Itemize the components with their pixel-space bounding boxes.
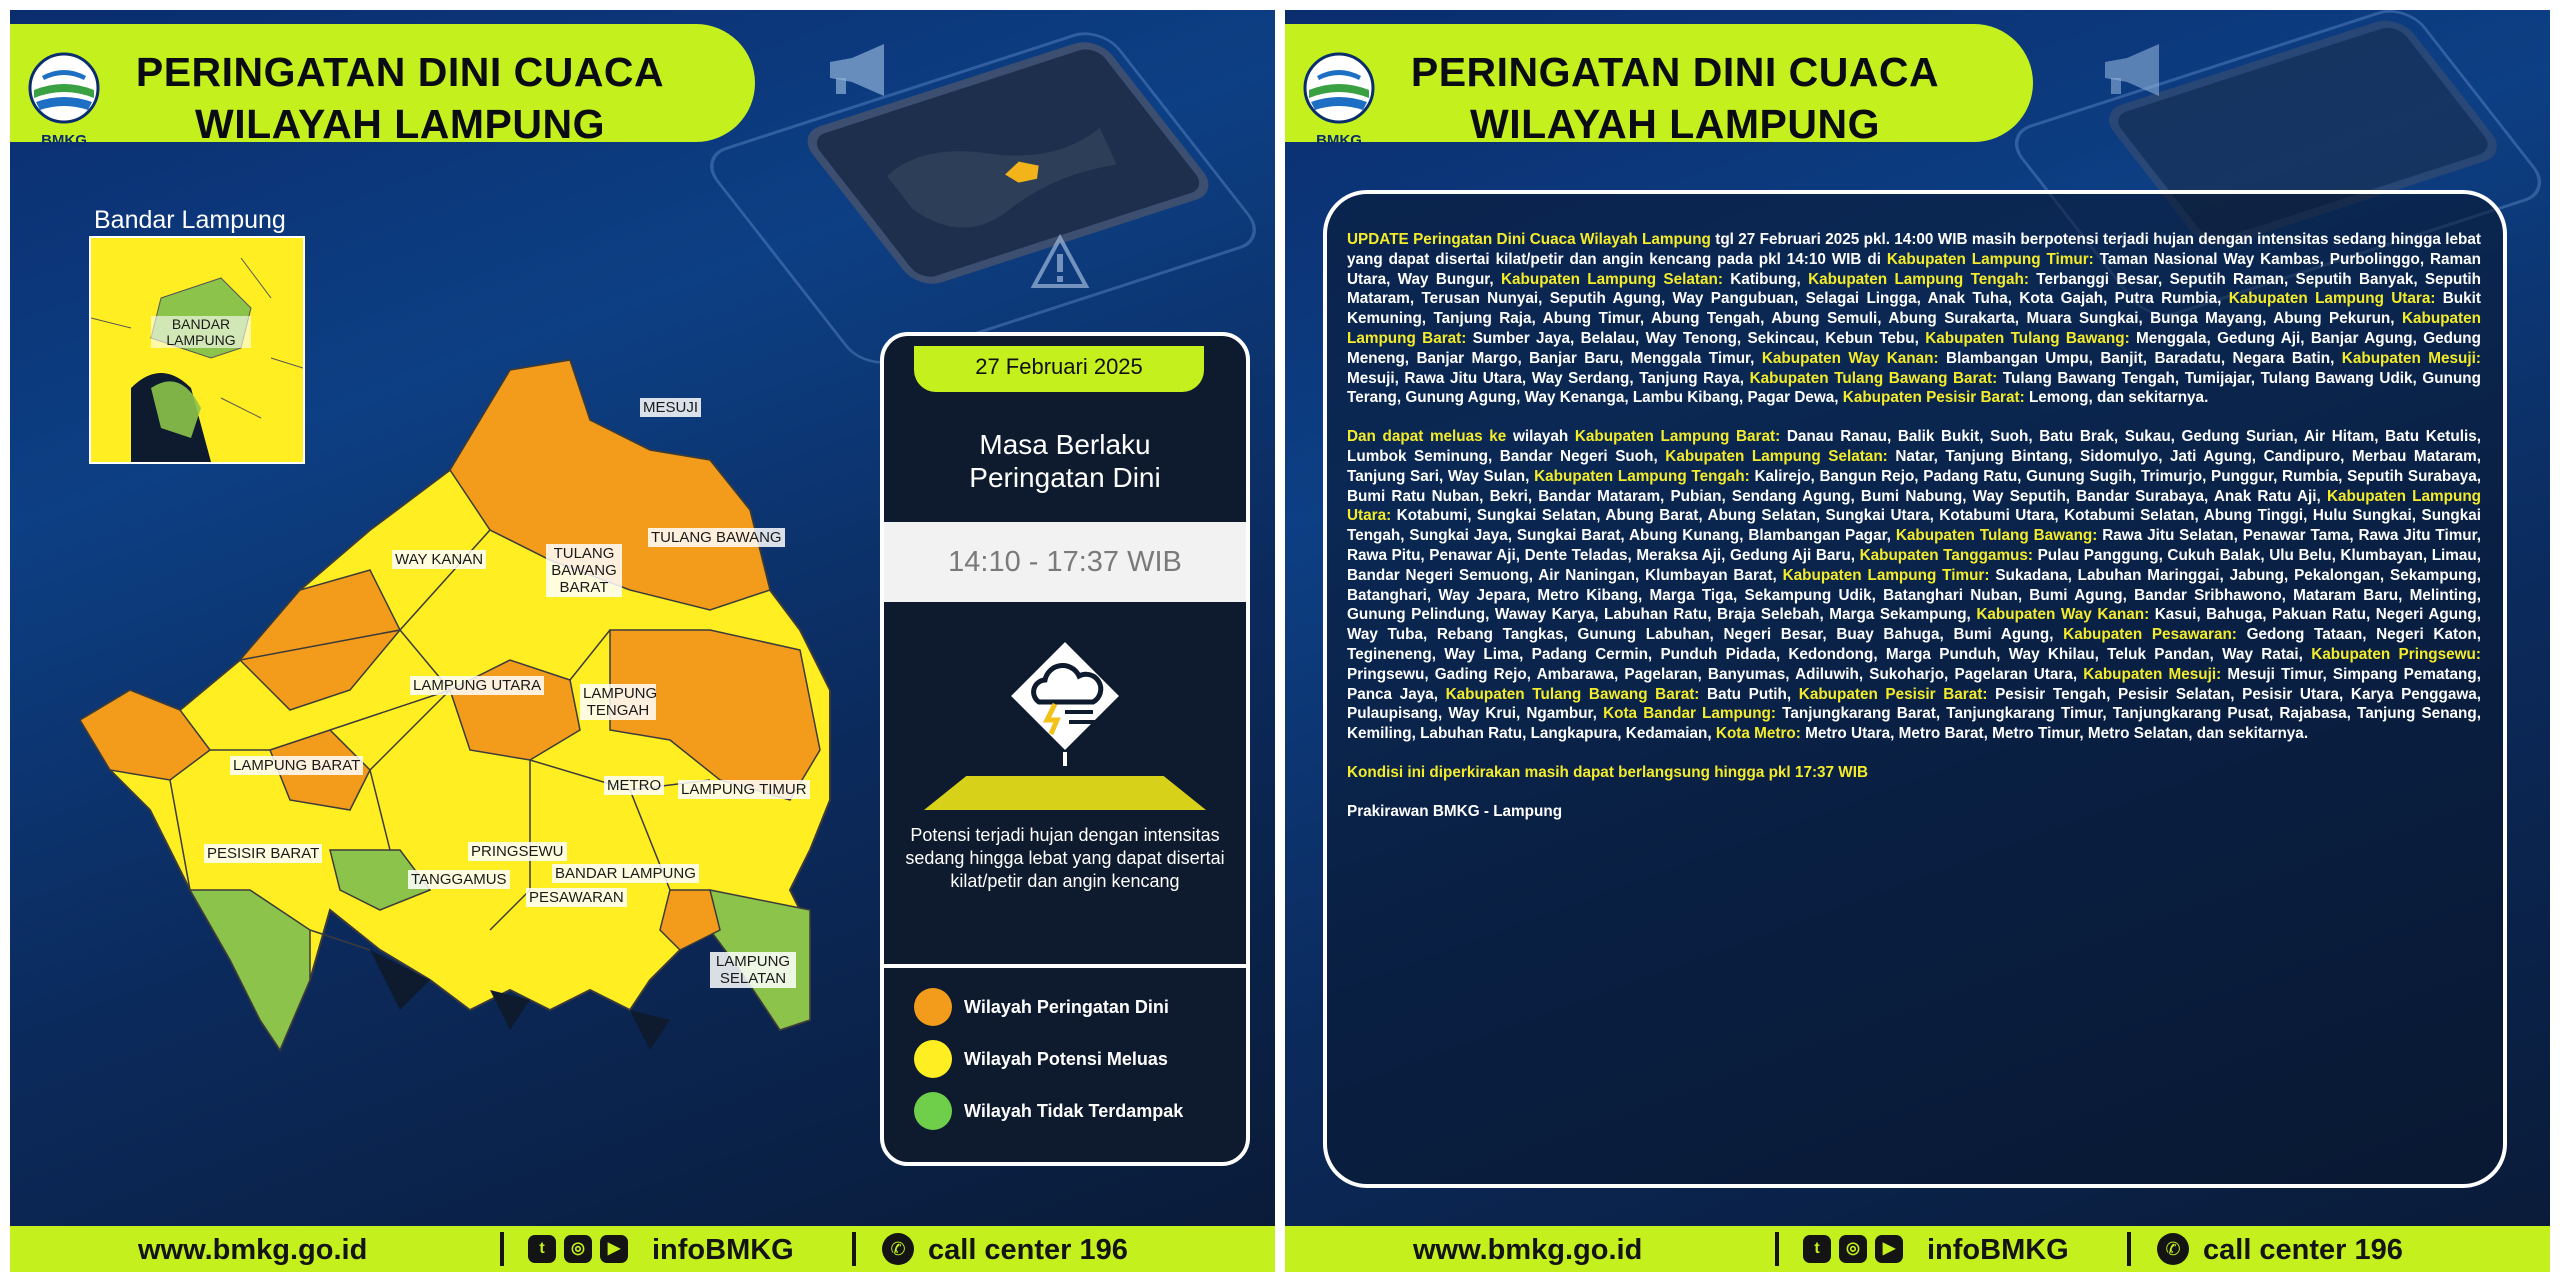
logo-text: BMKG (41, 132, 87, 149)
social-icons (1803, 1235, 1903, 1263)
region-heading-text: Kabupaten Pringsewu: (2311, 645, 2481, 663)
region-heading-text: Kabupaten Pesawaran: (2063, 626, 2237, 644)
district-list-text: Lemong, dan sekitarnya. (2024, 389, 2209, 407)
region-heading-text: Kabupaten Lampung Barat: (1347, 310, 2481, 347)
district-list-text: Menggala, Gedung Aji, Banjar Agung, Gedung Meneng, Banjar Margo, Banjar Baru, Menggala Timur, (1347, 329, 2481, 367)
youtube-icon[interactable]: ▶ (1875, 1235, 1903, 1263)
map-label-pringsewu: PRINGSEWU (468, 842, 567, 861)
map-label-lampung-barat: LAMPUNG BARAT (230, 756, 363, 775)
region-heading-text: Kabupaten Lampung Selatan: (1500, 270, 1723, 288)
region-heading-text: Kabupaten Tulang Bawang Barat: (1445, 685, 1700, 703)
region-heading-text: Kabupaten Pesisir Barat: (1842, 389, 2025, 407)
footer-bar (10, 1226, 1275, 1272)
legend-item-peringatan (914, 988, 1169, 1026)
map-label-pesawaran: PESAWARAN (526, 888, 627, 907)
region-heading-text: Kabupaten Lampung Utara: (2228, 290, 2436, 308)
website-link[interactable]: www.bmkg.go.id (1413, 1234, 1643, 1266)
validity-heading-line-2: Peringatan Dini (969, 462, 1161, 493)
header-banner (10, 24, 755, 149)
warning-date: 27 Februari 2025 (914, 346, 1204, 392)
title-line-1: PERINGATAN DINI CUACA (135, 49, 665, 95)
footer-separator (500, 1232, 504, 1266)
district-list-text: Pesisir Tengah, Pesisir Selatan, Pesisir Utara, Karya Penggawa, Pulaupisang, Way Krui, Ngambur, (1347, 685, 2481, 723)
district-list-text: Natar, Tanjung Bintang, Sidomulyo, Jati Agung, Candipuro, Merbau Mataram, Tanjung Sari, Way Sulan, (1347, 447, 2482, 485)
social-handle[interactable]: infoBMKG (1927, 1234, 2069, 1266)
district-list-text: Tanjungkarang Barat, Tanjungkarang Timur, Tanjungkarang Pusat, Rajabasa, Tanjung Senang, Kemiling, Labuhan Ratu, Langkapura, Kedamaian, (1347, 705, 2481, 743)
region-heading-text: Kota Bandar Lampung: (1603, 705, 1776, 723)
map-label-lampung-utara: LAMPUNG UTARA (410, 676, 544, 695)
warning-triangle-icon (1030, 234, 1090, 295)
legend-item-tidak-terdampak (914, 1092, 1183, 1130)
district-list-text: Katibung, (1722, 270, 1809, 288)
bmkg-logo-icon (28, 50, 100, 128)
region-heading-text: Kabupaten Lampung Utara: (1347, 487, 2482, 525)
call-center: call center 196 (928, 1234, 1128, 1266)
megaphone-icon (2097, 40, 2177, 105)
map-label-bandar-lampung: BANDAR LAMPUNG (552, 864, 699, 883)
bmkg-logo-icon (1303, 50, 1375, 128)
map-label-mesuji: MESUJI (640, 398, 701, 417)
hazard-icon-base (924, 776, 1206, 810)
hazard-description: Potensi terjadi hujan dengan intensitas sedang hingga lebat yang dapat disertai kilat/petir dan angin kencang (905, 825, 1225, 891)
validity-heading-line-1: Masa Berlaku (979, 429, 1151, 460)
bmkg-logo (28, 50, 100, 150)
social-icons (528, 1235, 628, 1263)
district-list-text: Taman Nasional Way Kambas, Purbolinggo, Raman Utara, Way Bungur, (1347, 250, 2481, 288)
map-graphic (70, 330, 850, 1130)
region-heading-text: UPDATE Peringatan Dini Cuaca Wilayah Lampung (1347, 231, 1711, 248)
thunderstorm-wind-icon (1005, 636, 1125, 756)
district-list-text: Blambangan Umpu, Banjit, Baradatu, Negara Batin, (1938, 349, 2342, 367)
megaphone-icon (822, 40, 902, 105)
legend-item-potensi (914, 1040, 1168, 1078)
region-heading-text: Kabupaten Lampung Tengah: (1808, 270, 2029, 288)
legend-swatch-green (914, 1092, 952, 1130)
district-list-text: Mesuji, Rawa Jitu Utara, Way Serdang, Tanjung Raya, (1347, 369, 1750, 387)
region-heading-text: Kabupaten Lampung Timur: (1782, 566, 1990, 584)
map-label-metro: METRO (604, 776, 664, 795)
website-link[interactable]: www.bmkg.go.id (138, 1234, 368, 1266)
header-banner (1285, 24, 2033, 149)
district-list-text: Rawa Jitu Selatan, Penawar Tama, Rawa Jitu Timur, Rawa Pitu, Penawar Aji, Dente Teladas, Meraksa Aji, Gedung Aji Baru, (1347, 527, 2482, 564)
warning-text-box (1323, 190, 2507, 1188)
district-list-text: Terbanggi Besar, Seputih Raman, Seputih Banyak, Seputih Mataram, Terusan Nunyai, Seputih Agung, Way Pangubuan, Selagai Lingga, Anak Tuha, Kota Gajah, Putra Rumbia, (1347, 270, 2482, 308)
district-list-text: Kasui, Bahuga, Pakuan Ratu, Negeri Agung, Way Tuba, Rebang Tangkas, Gunung Labuhan, Negeri Besar, Buay Bahuga, Bumi Agung, (1347, 606, 2481, 644)
district-list-text: Bukit Kemuning, Tanjung Raja, Abung Timur, Abung Tengah, Abung Semuli, Abung Surakarta, Muara Sungkai, Bunga Mayang, Abung Pekurun, (1347, 290, 2481, 328)
call-center: call center 196 (2203, 1234, 2403, 1266)
page-title (1395, 46, 1955, 150)
warning-paragraph-2 (1347, 427, 2481, 744)
warning-text-body (1347, 230, 2481, 841)
title-line-2: WILAYAH LAMPUNG (195, 101, 605, 147)
region-heading-text: Kabupaten Lampung Tengah: (1534, 467, 1750, 485)
infographic-map-panel (10, 10, 1275, 1272)
map-label-pesisir-barat: PESISIR BARAT (204, 844, 322, 863)
legend-label: Wilayah Potensi Meluas (964, 1048, 1168, 1069)
region-heading-text: Kota Metro: (1715, 725, 1801, 743)
region-heading-text: Kabupaten Pesisir Barat: (1798, 685, 1988, 703)
district-list-text: Sumber Jaya, Belalau, Way Tenong, Sekincau, Kebun Tebu, (1466, 329, 1926, 347)
region-heading-text: Kabupaten Tulang Bawang Barat: (1749, 369, 1998, 387)
footer-separator (2127, 1232, 2131, 1266)
warning-paragraph-3: Kondisi ini diperkirakan masih dapat berlangsung hingga pkl 17:37 WIB (1347, 763, 1869, 781)
phone-icon: ✆ (2157, 1233, 2189, 1265)
map-label-lampung-selatan: LAMPUNG SELATAN (710, 952, 796, 988)
instagram-icon[interactable]: ◎ (564, 1235, 592, 1263)
district-list-text: Metro Utara, Metro Barat, Metro Timur, Metro Selatan, dan sekitarnya. (1800, 725, 2309, 743)
youtube-icon[interactable]: ▶ (600, 1235, 628, 1263)
twitter-icon[interactable]: t (528, 1235, 556, 1263)
district-list-text: wilayah (1506, 428, 1575, 446)
logo-text: BMKG (1316, 132, 1362, 149)
inset-city-label: BANDAR LAMPUNG (151, 316, 251, 348)
footer-separator (852, 1232, 856, 1266)
bmkg-logo (1303, 50, 1375, 150)
infographic-text-panel (1285, 10, 2550, 1272)
legend-divider (884, 964, 1246, 968)
footer-separator (1775, 1232, 1779, 1266)
district-list-text: Danau Ranau, Balik Bukit, Suoh, Batu Brak, Sukau, Gedung Surian, Air Hitam, Batu Ketulis, Lumbok Seminung, Bandar Negeri Suoh, (1347, 428, 2481, 465)
warning-info-card (880, 332, 1250, 1166)
district-list-text: Mesuji Timur, Simpang Pematang, Panca Jaya, (1347, 665, 2481, 703)
district-list-text: Tulang Bawang Tengah, Tumijajar, Tulang Bawang Udik, Gunung Terang, Gunung Agung, Way Kenanga, Lambu Kibang, Pagar Dewa, (1347, 369, 2481, 407)
map-label-lampung-timur: LAMPUNG TIMUR (678, 780, 810, 799)
region-heading-text: Kabupaten Lampung Selatan: (1665, 447, 1888, 465)
page-title (120, 46, 680, 150)
legend-label: Wilayah Peringatan Dini (964, 996, 1169, 1017)
district-list-text: Pulau Panggung, Cukuh Balak, Ulu Belu, Klumbayan, Limau, Bandar Negeri Semuong, Air Naningan, Klumbayan Barat, (1347, 546, 2481, 584)
district-list-text: tgl 27 Februari 2025 pkl. 14:00 WIB masih berpotensi terjadi hujan dengan intensitas sedang hingga lebat yang dapat disertai kilat/petir dan angin kencang pada pkl 14:10 WIB di (1347, 231, 2481, 268)
title-line-1: PERINGATAN DINI CUACA (1410, 49, 1940, 95)
instagram-icon[interactable]: ◎ (1839, 1235, 1867, 1263)
district-list-text: Gedong Tataan, Negeri Katon, Tegineneng, Way Lima, Padang Cermin, Punduh Pidada, Kedondong, Marga Punduh, Way Khilau, Teluk Pandan, Way Ratai, (1347, 626, 2481, 663)
warning-paragraph-1 (1347, 230, 2481, 408)
legend-label: Wilayah Tidak Terdampak (964, 1100, 1184, 1121)
title-line-2: WILAYAH LAMPUNG (1470, 101, 1880, 147)
validity-time: 14:10 - 17:37 WIB (884, 522, 1246, 602)
inset-label: Bandar Lampung (94, 206, 286, 234)
map-label-tulang-bawang-barat: TULANG BAWANG BARAT (546, 544, 622, 597)
district-list-text: Kotabumi, Sungkai Selatan, Abung Barat, Abung Selatan, Sungkai Utara, Kotabumi Utara, Kotabumi Selatan, Abung Tinggi, Hulu Sungkai, Sungkai Tengah, Sungkai Jaya, Sungkai Barat, Abung Kunang, Blambangan Pagar, (1347, 507, 2481, 545)
map-label-tanggamus: TANGGAMUS (408, 870, 510, 889)
district-list-text: Pringsewu, Gading Rejo, Ambarawa, Pagelaran, Banyumas, Adiluwih, Sukoharjo, Pagelaran Utara, (1347, 665, 2084, 683)
region-heading-text: Kabupaten Lampung Timur: (1886, 250, 2094, 268)
region-heading-text: Kabupaten Mesuji: (2341, 349, 2481, 367)
district-list-text: Sukadana, Labuhan Maringgai, Jabung, Pekalongan, Sekampung, Batanghari, Way Jepara, Metro Kibang, Marga Tiga, Sekampung Udik, Batanghari Nuban, Bumi Agung, Bandar Sribhawono, Mataram Baru, Melinting, Gunung Pelindung, Waway Karya, Labuhan Ratu, Braja Selebah, Marga Sekampung, (1347, 566, 2481, 624)
map-label-lampung-tengah: LAMPUNG TENGAH (580, 684, 656, 720)
map-label-way-kanan: WAY KANAN (392, 550, 486, 569)
social-handle[interactable]: infoBMKG (652, 1234, 794, 1266)
district-list-text: Batu Putih, (1699, 685, 1799, 703)
region-heading-text: Kabupaten Way Kanan: (1761, 349, 1939, 367)
map-label-tulang-bawang: TULANG BAWANG (648, 528, 785, 547)
twitter-icon[interactable]: t (1803, 1235, 1831, 1263)
region-heading-text: Kabupaten Tulang Bawang: (1895, 527, 2098, 545)
validity-heading (884, 428, 1246, 494)
footer-bar (1285, 1226, 2550, 1272)
district-list-text: Kalirejo, Bangun Rejo, Padang Ratu, Gunung Sugih, Trimurjo, Punggur, Rumbia, Seputih Surabaya, Bumi Ratu Nuban, Bekri, Bandar Mataram, Pubian, Sendang Agung, Bumi Nabung, Way Seputih, Bandar Surabaya, Anak Ratu Aji, (1347, 467, 2481, 505)
region-heading-text: Kabupaten Way Kanan: (1976, 606, 2150, 624)
region-heading-text: Kabupaten Tulang Bawang: (1925, 329, 2130, 347)
legend-swatch-yellow (914, 1040, 952, 1078)
forecaster-credit: Prakirawan BMKG - Lampung (1347, 802, 1563, 820)
lampung-region-map (70, 330, 850, 1130)
region-heading-text: Kabupaten Lampung Barat: (1574, 428, 1781, 446)
region-heading-text: Kabupaten Tanggamus: (1859, 546, 2033, 564)
phone-icon: ✆ (882, 1233, 914, 1265)
region-heading-text: Kabupaten Mesuji: (2083, 665, 2222, 683)
region-heading-text: Dan dapat meluas ke (1347, 428, 1507, 446)
legend-swatch-orange (914, 988, 952, 1026)
